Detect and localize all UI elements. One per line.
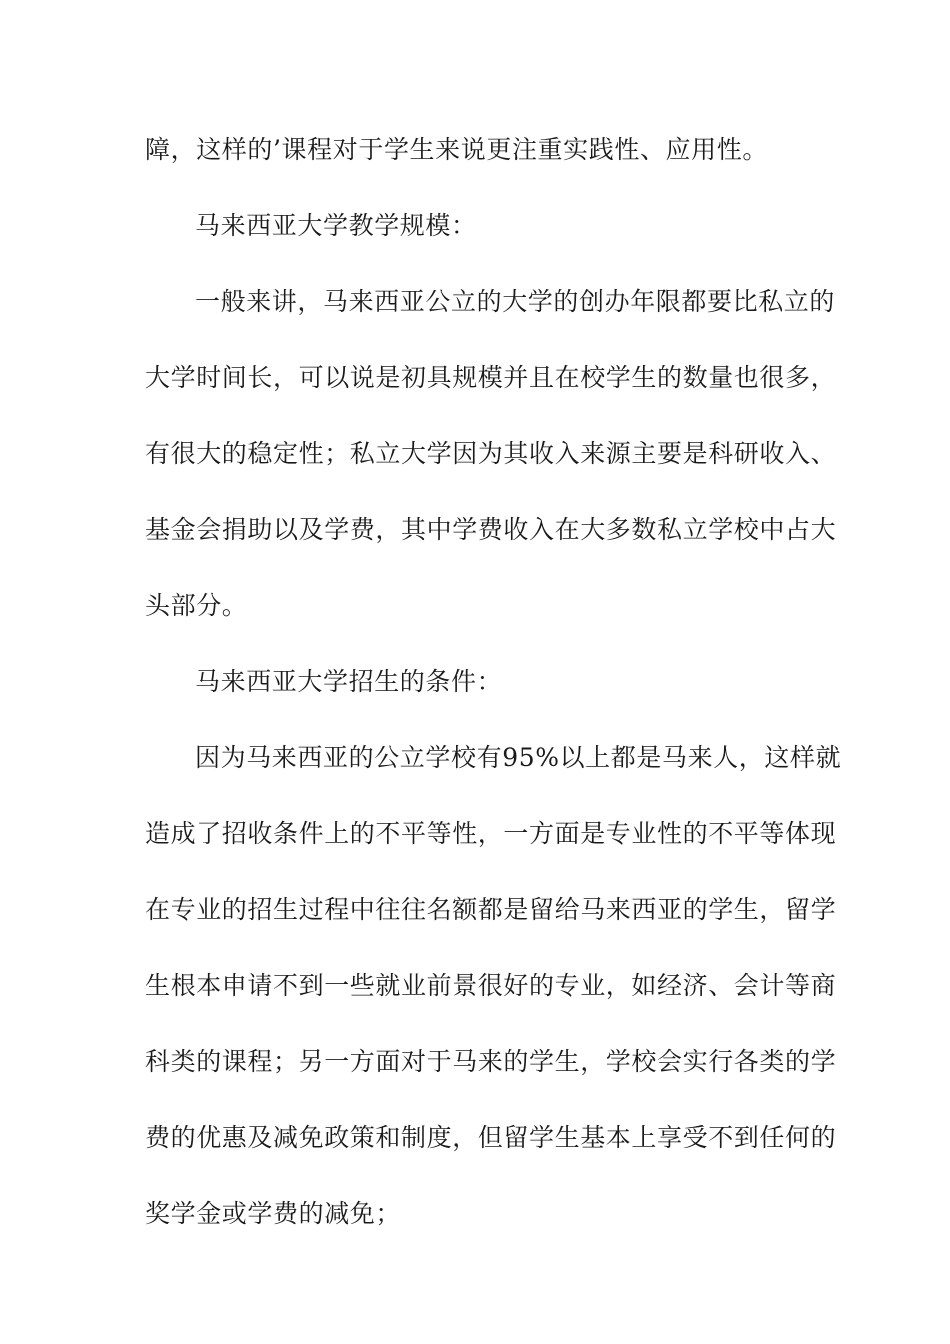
paragraph-continuation-line: 障，这样的’课程对于学生来说更注重实践性、应用性。 <box>145 135 768 164</box>
paragraph-line: 造成了招收条件上的不平等性，一方面是专业性的不平等体现 <box>145 819 837 848</box>
paragraph-line: 在专业的招生过程中往往名额都是留给马来西亚的学生，留学 <box>145 895 837 924</box>
section-heading-teaching-scale: 马来西亚大学教学规模： <box>195 211 477 240</box>
paragraph-line: 生根本申请不到一些就业前景很好的专业，如经济、会计等商 <box>145 971 837 1000</box>
paragraph-line: 科类的课程；另一方面对于马来的学生，学校会实行各类的学 <box>145 1047 837 1076</box>
paragraph-line: 因为马来西亚的公立学校有95%以上都是马来人，这样就 <box>195 743 842 772</box>
paragraph-line: 大学时间长，可以说是初具规模并且在校学生的数量也很多， <box>145 363 837 392</box>
paragraph-line: 奖学金或学费的减免； <box>145 1199 402 1228</box>
paragraph-line: 费的优惠及减免政策和制度，但留学生基本上享受不到任何的 <box>145 1123 837 1152</box>
section-heading-admission-conditions: 马来西亚大学招生的条件： <box>195 667 503 696</box>
paragraph-line: 基金会捐助以及学费，其中学费收入在大多数私立学校中占大 <box>145 515 837 544</box>
paragraph-line: 头部分。 <box>145 591 248 620</box>
paragraph-line: 有很大的稳定性；私立大学因为其收入来源主要是科研收入、 <box>145 439 837 468</box>
paragraph-line: 一般来讲，马来西亚公立的大学的创办年限都要比私立的 <box>195 287 836 316</box>
